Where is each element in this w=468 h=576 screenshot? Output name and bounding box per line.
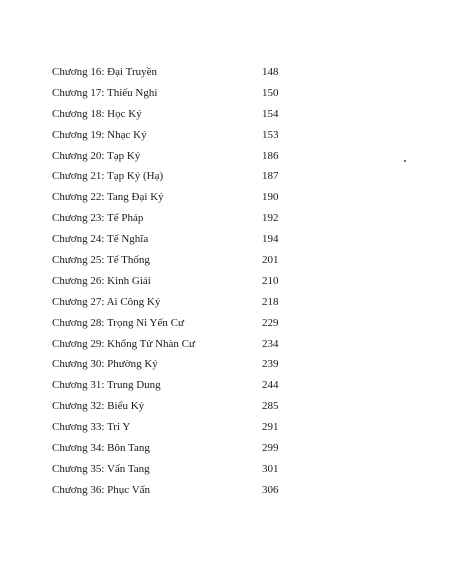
toc-entry xyxy=(52,231,292,252)
toc-entry xyxy=(52,189,292,210)
toc-entry xyxy=(52,440,292,461)
toc-entry-page: 190 xyxy=(262,191,279,204)
toc-entry-page: 186 xyxy=(262,149,279,162)
toc-entry-page: 285 xyxy=(262,400,279,413)
toc-entry-title: Chương 21: Tạp Ký (Hạ) xyxy=(52,170,164,183)
toc-entry-title: Chương 30: Phường Ký xyxy=(52,358,158,371)
toc-entry xyxy=(52,377,292,398)
toc-entry-page: 154 xyxy=(262,107,279,120)
toc-entry-title: Chương 20: Tạp Ký xyxy=(52,149,141,162)
toc-entry xyxy=(52,168,292,189)
toc-entry xyxy=(52,127,292,148)
toc-entry-page: 201 xyxy=(262,254,279,267)
toc-entry xyxy=(52,482,292,503)
toc-entry-title: Chương 32: Biểu Ký xyxy=(52,400,145,413)
toc-entry xyxy=(52,294,292,315)
toc-entry-page: 299 xyxy=(262,442,279,455)
toc-entry-page: 218 xyxy=(262,295,279,308)
toc-entry-page: 301 xyxy=(262,462,279,475)
toc-entry-title: Chương 22: Tang Đại Ký xyxy=(52,191,164,204)
toc-entry xyxy=(52,210,292,231)
toc-entry-title: Chương 36: Phục Vấn xyxy=(52,483,151,496)
toc-entry xyxy=(52,461,292,482)
toc-entry-title: Chương 17: Thiếu Nghi xyxy=(52,86,158,99)
toc-entry xyxy=(52,336,292,357)
toc-entry xyxy=(52,252,292,273)
toc-entry xyxy=(52,106,292,127)
toc-entry-page: 148 xyxy=(262,66,279,78)
toc-entry xyxy=(52,356,292,377)
toc-entry-page: 244 xyxy=(262,379,279,392)
toc-entry-page: 194 xyxy=(262,233,279,246)
toc-entry-title: Chương 16: Đại Truyền xyxy=(52,66,157,78)
toc-entry-title: Chương 19: Nhạc Ký xyxy=(52,128,147,141)
toc-entry-title: Chương 29: Khổng Tử Nhàn Cư xyxy=(52,337,195,350)
toc-entry-title: Chương 18: Học Ký xyxy=(52,107,142,120)
toc-entry-title: Chương 23: Tế Pháp xyxy=(52,212,144,225)
toc-entry xyxy=(52,85,292,106)
toc-entry-page: 291 xyxy=(262,421,279,434)
toc-entry xyxy=(52,64,292,85)
toc-entry-page: 210 xyxy=(262,274,279,287)
table-of-contents xyxy=(52,64,292,503)
toc-entry-title: Chương 24: Tế Nghĩa xyxy=(52,233,149,246)
toc-entry-title: Chương 28: Trọng Ni Yến Cư xyxy=(52,316,184,329)
toc-entry-page: 239 xyxy=(262,358,279,371)
toc-entry xyxy=(52,315,292,336)
toc-entry-title: Chương 26: Kinh Giải xyxy=(52,274,151,287)
toc-entry xyxy=(52,419,292,440)
toc-entry-page: 187 xyxy=(262,170,279,183)
toc-entry-page: 192 xyxy=(262,212,279,225)
scan-speck xyxy=(404,160,406,162)
toc-entry xyxy=(52,148,292,169)
toc-entry-title: Chương 25: Tế Thống xyxy=(52,254,150,267)
toc-entry-page: 229 xyxy=(262,316,279,329)
toc-entry xyxy=(52,273,292,294)
toc-entry-title: Chương 35: Vấn Tang xyxy=(52,462,150,475)
toc-entry-title: Chương 33: Tri Y xyxy=(52,421,131,434)
toc-entry-title: Chương 27: Ai Công Ký xyxy=(52,295,161,308)
toc-entry-page: 306 xyxy=(262,483,279,496)
toc-entry-page: 153 xyxy=(262,128,279,141)
toc-entry-title: Chương 31: Trung Dung xyxy=(52,379,161,392)
toc-entry-page: 234 xyxy=(262,337,279,350)
toc-entry-title: Chương 34: Bôn Tang xyxy=(52,442,150,455)
toc-entry-page: 150 xyxy=(262,86,279,99)
toc-entry xyxy=(52,398,292,419)
